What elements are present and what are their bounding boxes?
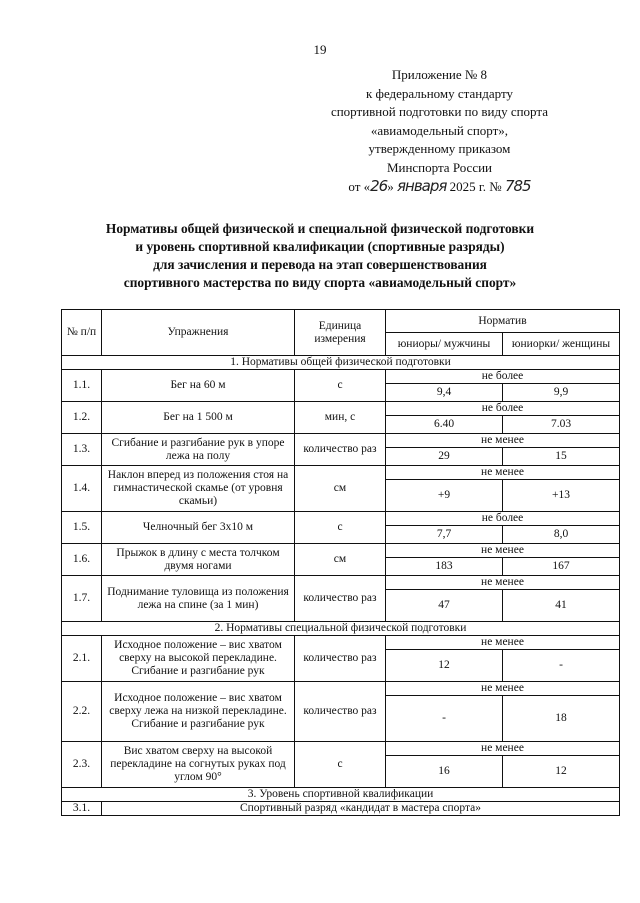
header-unit: Единица измерения bbox=[295, 310, 386, 356]
section-row bbox=[62, 788, 620, 802]
header-juniors-female: юниорки/ женщины bbox=[503, 333, 620, 356]
exercise-name: Поднимание туловища из положения лежа на спине (за 1 мин) bbox=[102, 576, 295, 622]
exercise-name: Наклон вперед из положения стоя на гимнастической скамье (от уровня скамьи) bbox=[102, 466, 295, 512]
table-row bbox=[62, 802, 620, 816]
appendix-line: «авиамодельный спорт», bbox=[370, 122, 509, 138]
exercise-name: Исходное положение – вис хватом сверху на высокой перекладине. Сгибание и разгибание рук bbox=[102, 636, 295, 682]
header-num: № п/п bbox=[62, 310, 102, 356]
norm-condition: не менее bbox=[386, 544, 620, 558]
exercise-name: Бег на 60 м bbox=[102, 370, 295, 402]
value-juniors-male: 47 bbox=[386, 590, 503, 622]
row-num: 2.3. bbox=[62, 742, 102, 788]
section-title: 2. Нормативы специальной физической подготовки bbox=[62, 622, 620, 636]
table-row bbox=[62, 544, 620, 558]
date-year: 2025 г. № bbox=[449, 179, 502, 194]
title-line: Нормативы общей физической и специальной физической подготовки bbox=[105, 221, 535, 236]
row-num: 1.4. bbox=[62, 466, 102, 512]
value-juniors-male: 9,4 bbox=[386, 384, 503, 402]
norm-condition: не менее bbox=[386, 636, 620, 650]
date-day: 26 bbox=[370, 177, 388, 195]
date-prefix: от « bbox=[348, 179, 371, 194]
value-juniors-female: 12 bbox=[503, 756, 620, 788]
row-num: 1.2. bbox=[62, 402, 102, 434]
unit-of-measure: с bbox=[295, 512, 386, 544]
page-number: 19 bbox=[313, 42, 327, 57]
value-juniors-male: - bbox=[386, 696, 503, 742]
table-row bbox=[62, 636, 620, 650]
document-title bbox=[0, 220, 640, 292]
unit-of-measure: см bbox=[295, 544, 386, 576]
appendix-line: спортивной подготовки по виду спорта bbox=[330, 104, 548, 119]
norm-condition: не более bbox=[386, 402, 620, 416]
norms-table-body bbox=[62, 310, 620, 816]
header-juniors-male: юниоры/ мужчины bbox=[386, 333, 503, 356]
row-num: 1.6. bbox=[62, 544, 102, 576]
value-juniors-male: 16 bbox=[386, 756, 503, 788]
value-juniors-female: 18 bbox=[503, 696, 620, 742]
table-row bbox=[62, 402, 620, 416]
row-num: 1.1. bbox=[62, 370, 102, 402]
norm-condition: не более bbox=[386, 512, 620, 526]
title-line: и уровень спортивной квалификации (спортивные разряды) bbox=[135, 239, 505, 254]
unit-of-measure: мин, с bbox=[295, 402, 386, 434]
exercise-name: Прыжок в длину с места толчком двумя ногами bbox=[102, 544, 295, 576]
unit-of-measure: с bbox=[295, 742, 386, 788]
unit-of-measure: см bbox=[295, 466, 386, 512]
section-row bbox=[62, 622, 620, 636]
table-row bbox=[62, 434, 620, 448]
norm-condition: не менее bbox=[386, 434, 620, 448]
appendix-block bbox=[331, 66, 548, 197]
unit-of-measure: количество раз bbox=[295, 434, 386, 466]
value-juniors-male: 7,7 bbox=[386, 526, 503, 544]
table-row bbox=[62, 682, 620, 696]
table-row bbox=[62, 512, 620, 526]
norm-condition: не более bbox=[386, 370, 620, 384]
exercise-name: Сгибание и разгибание рук в упоре лежа на полу bbox=[102, 434, 295, 466]
exercise-name: Бег на 1 500 м bbox=[102, 402, 295, 434]
value-juniors-female: 167 bbox=[503, 558, 620, 576]
unit-of-measure: количество раз bbox=[295, 576, 386, 622]
value-juniors-female: 15 bbox=[503, 448, 620, 466]
value-juniors-male: 12 bbox=[386, 650, 503, 682]
value-juniors-male: 183 bbox=[386, 558, 503, 576]
section-title: 1. Нормативы общей физической подготовки bbox=[62, 356, 620, 370]
row-num: 3.1. bbox=[62, 802, 102, 816]
table-row bbox=[62, 576, 620, 590]
section-row bbox=[62, 356, 620, 370]
unit-of-measure: с bbox=[295, 370, 386, 402]
row-num: 1.3. bbox=[62, 434, 102, 466]
row-num: 1.7. bbox=[62, 576, 102, 622]
row-num: 2.1. bbox=[62, 636, 102, 682]
table-row bbox=[62, 742, 620, 756]
value-juniors-female: +13 bbox=[503, 480, 620, 512]
order-number: 785 bbox=[504, 177, 531, 195]
value-juniors-male: +9 bbox=[386, 480, 503, 512]
qualification-name: Спортивный разряд «кандидат в мастера спорта» bbox=[102, 802, 620, 816]
value-juniors-female: - bbox=[503, 650, 620, 682]
value-juniors-male: 6.40 bbox=[386, 416, 503, 434]
title-line: для зачисления и перевода на этап совершенствования bbox=[153, 257, 487, 272]
norms-table bbox=[61, 309, 620, 816]
appendix-line: Приложение № 8 bbox=[391, 67, 488, 82]
section-title: 3. Уровень спортивной квалификации bbox=[62, 788, 620, 802]
row-num: 1.5. bbox=[62, 512, 102, 544]
norm-condition: не менее bbox=[386, 682, 620, 696]
value-juniors-female: 9,9 bbox=[503, 384, 620, 402]
row-num: 2.2. bbox=[62, 682, 102, 742]
appendix-line: Минспорта России bbox=[386, 159, 493, 175]
exercise-name: Вис хватом сверху на высокой перекладине на согнутых руках под углом 90° bbox=[102, 742, 295, 788]
header-exercise: Упражнения bbox=[102, 310, 295, 356]
appendix-line: к федеральному стандарту bbox=[365, 85, 513, 101]
unit-of-measure: количество раз bbox=[295, 682, 386, 742]
exercise-name: Челночный бег 3х10 м bbox=[102, 512, 295, 544]
table-row bbox=[62, 466, 620, 480]
order-date-line bbox=[331, 177, 548, 197]
value-juniors-female: 8,0 bbox=[503, 526, 620, 544]
table-row bbox=[62, 370, 620, 384]
unit-of-measure: количество раз bbox=[295, 636, 386, 682]
date-mid: » bbox=[387, 179, 394, 194]
norm-condition: не менее bbox=[386, 742, 620, 756]
exercise-name: Исходное положение – вис хватом сверху лежа на низкой перекладине. Сгибание и разгибание рук bbox=[102, 682, 295, 742]
value-juniors-female: 41 bbox=[503, 590, 620, 622]
norm-condition: не менее bbox=[386, 466, 620, 480]
header-norm: Норматив bbox=[386, 310, 620, 333]
title-line: спортивного мастерства по виду спорта «авиамодельный спорт» bbox=[123, 275, 517, 290]
norm-condition: не менее bbox=[386, 576, 620, 590]
value-juniors-male: 29 bbox=[386, 448, 503, 466]
appendix-line: утвержденному приказом bbox=[368, 141, 511, 156]
value-juniors-female: 7.03 bbox=[503, 416, 620, 434]
date-month: января bbox=[396, 177, 447, 195]
